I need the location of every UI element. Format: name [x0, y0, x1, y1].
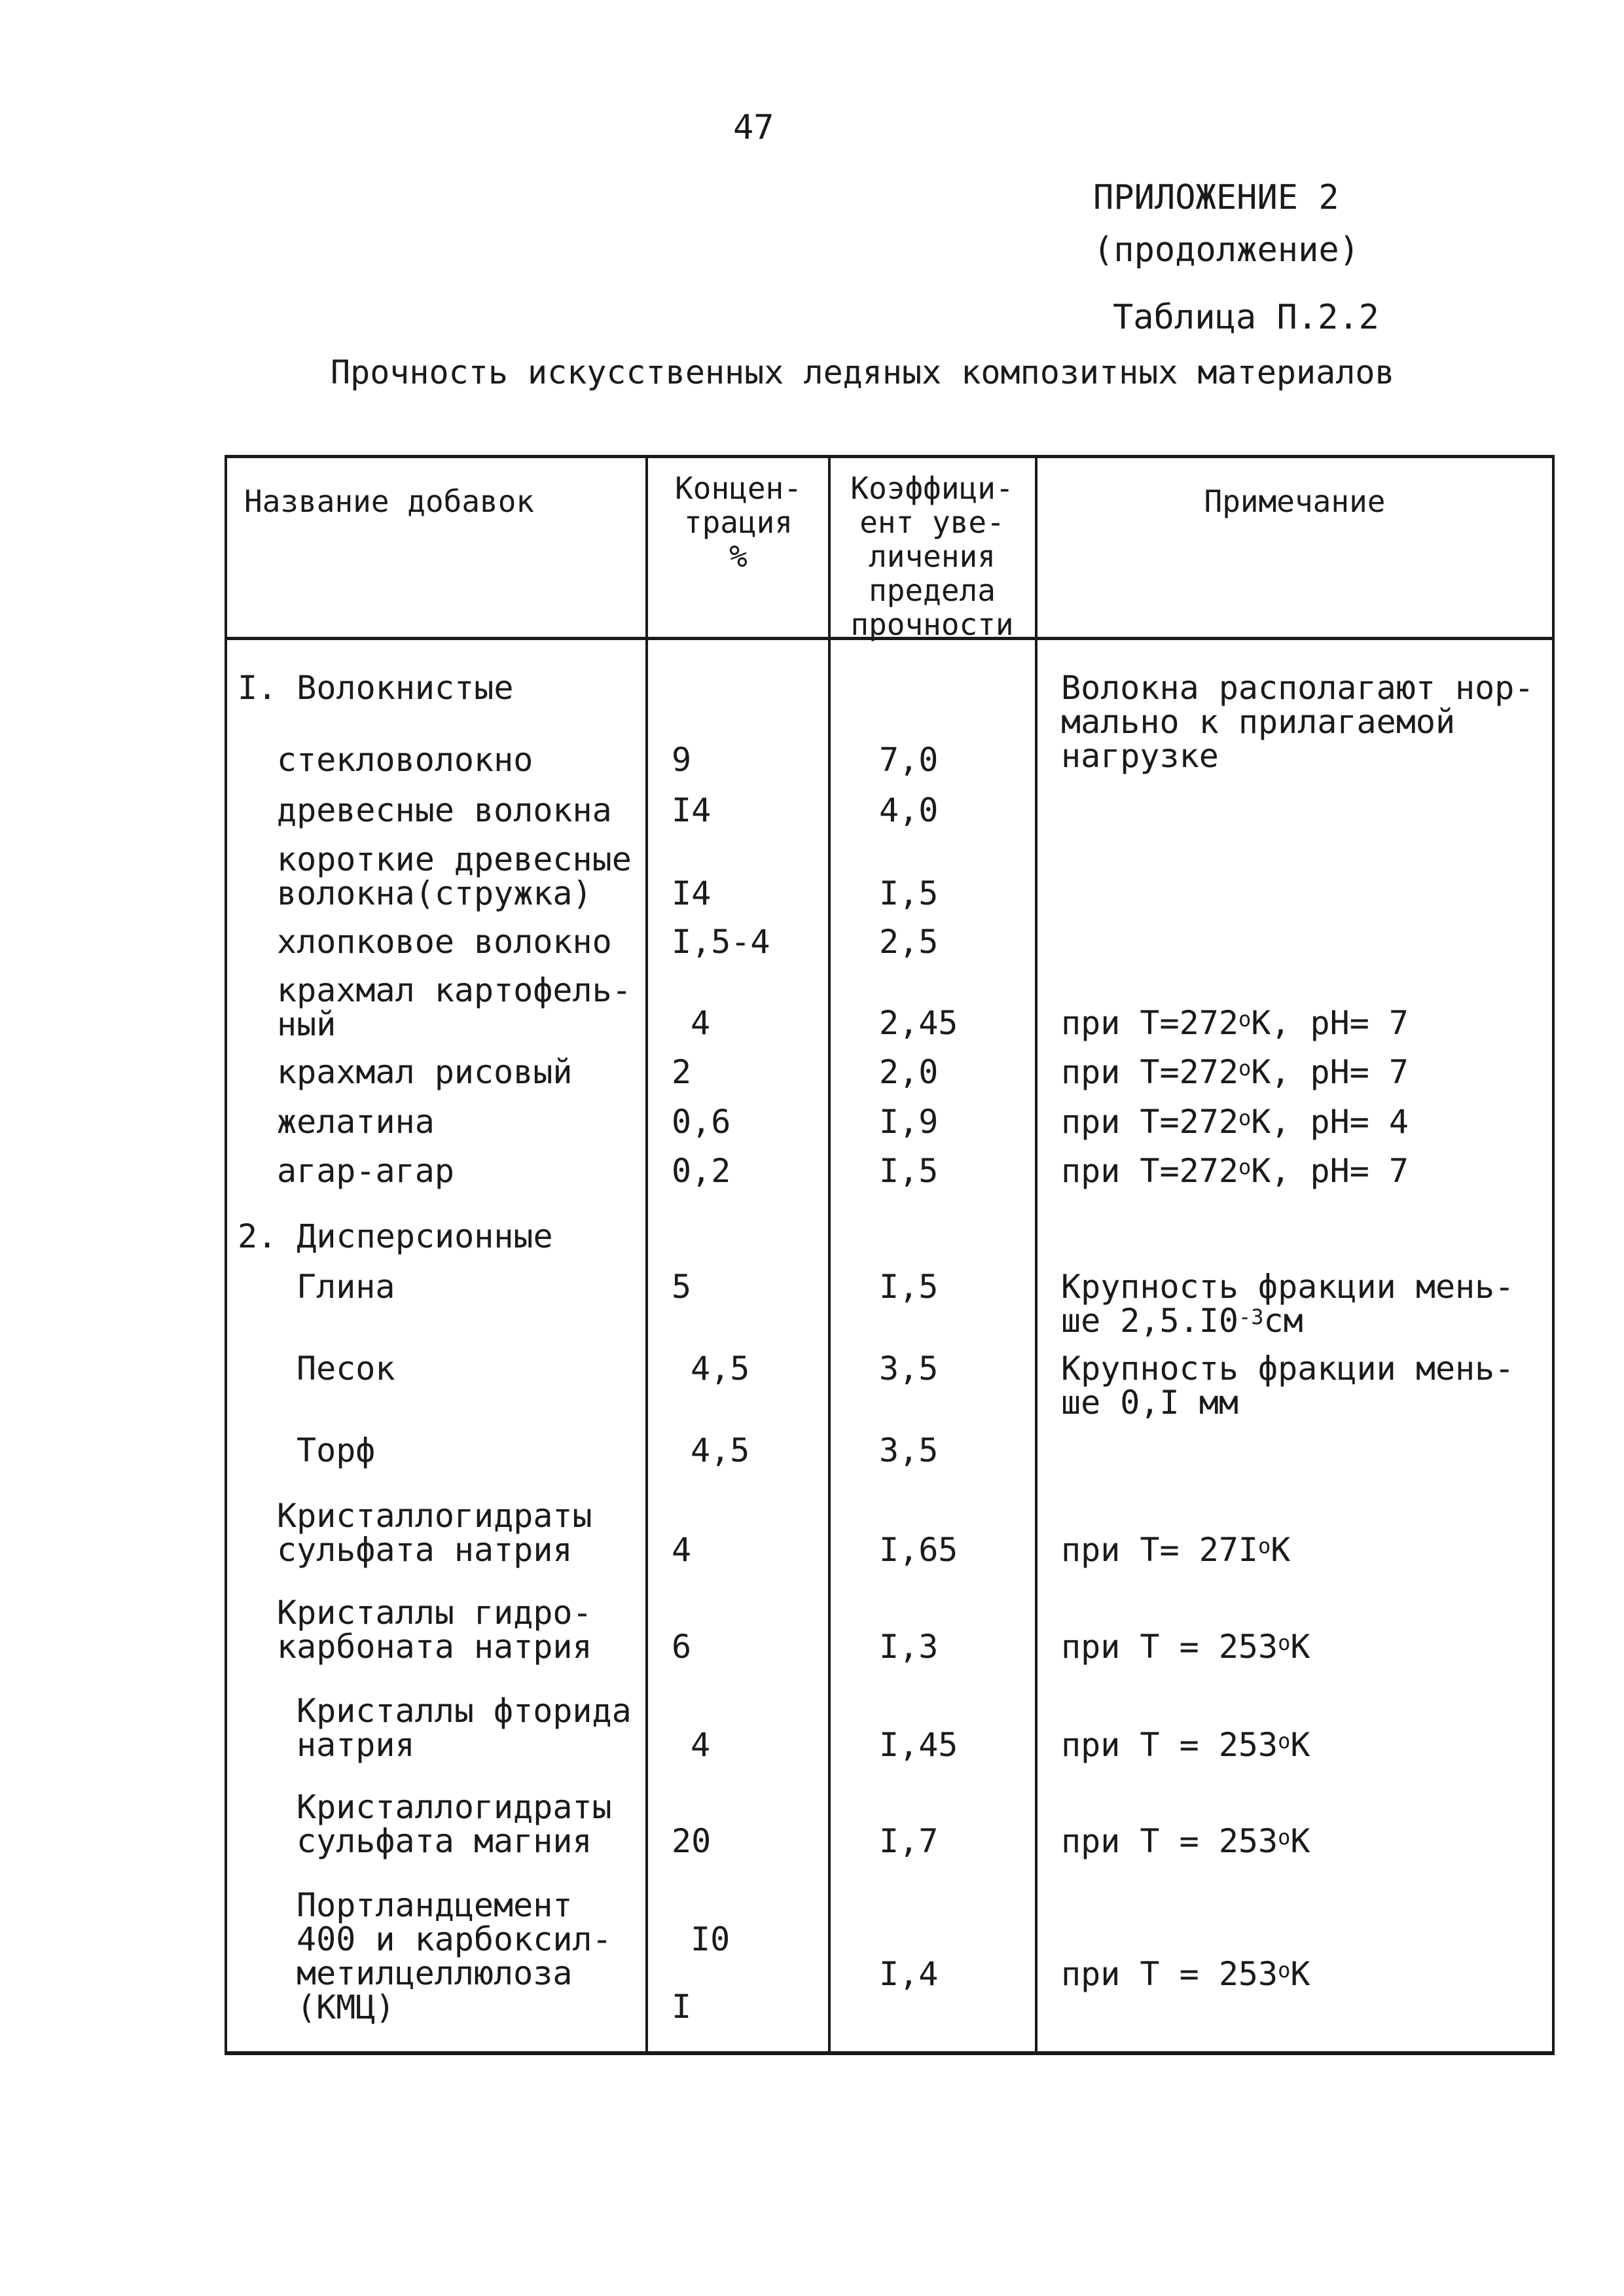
header-concentration: Концен- трация % — [675, 471, 802, 574]
header-name: Название добавок — [244, 484, 535, 519]
concentration-value: I4 — [672, 874, 712, 912]
note-text: при $T=272^oК$, pH= 4 — [1061, 1103, 1409, 1141]
note-text: при $T=272^oК$, pH= 7 — [1061, 1152, 1409, 1190]
additive-name: Портландцемент 400 и карбоксил- метилцеллюлоза (КМЦ) — [297, 1886, 612, 2026]
coefficient-value: 3,5 — [879, 1350, 939, 1388]
coefficient-value: I,5 — [879, 1152, 939, 1190]
concentration-value: 9 — [672, 741, 692, 779]
concentration-value: 4 — [672, 1531, 692, 1569]
column-divider — [1035, 455, 1038, 2055]
additive-name: стекловолокно — [277, 741, 533, 779]
note-text: Крупность фракции мень- ше 0,I мм — [1061, 1350, 1515, 1422]
coefficient-value: 7,0 — [879, 741, 939, 779]
header-note: Примечание — [1204, 484, 1386, 519]
note-text: при $T=272^oК$, pH= 7 — [1061, 1004, 1409, 1042]
coefficient-value: I,9 — [879, 1103, 939, 1141]
concentration-value: I — [672, 1988, 692, 2026]
note-text: при $T = 253^oК$ — [1061, 1628, 1310, 1666]
additive-name: Кристаллогидраты сульфата магния — [297, 1788, 612, 1860]
concentration-value: 4 — [691, 1726, 711, 1764]
additive-name: Кристаллы гидро- карбоната натрия — [277, 1594, 592, 1666]
note-text: Крупность фракции мень- ше $2,5.I0^{-3}см$ — [1061, 1268, 1515, 1340]
coefficient-value: 4,0 — [879, 791, 939, 829]
additive-name: Песок — [297, 1350, 395, 1388]
additive-name: хлопковое волокно — [277, 923, 612, 961]
concentration-value: 5 — [672, 1268, 692, 1306]
concentration-value: I0 — [691, 1920, 731, 1958]
fiber-note: Волокна располагают нор- мально к прилагаемой нагрузке — [1061, 669, 1534, 775]
additive-name: крахмал картофель- ный — [277, 971, 632, 1043]
additive-name: короткие древесные волокна(стружка) — [277, 840, 632, 912]
note-text: при $T= 27I^oК$ — [1061, 1531, 1291, 1569]
additive-name: агар-агар — [277, 1152, 454, 1190]
coefficient-value: I,5 — [879, 1268, 939, 1306]
coefficient-value: 3,5 — [879, 1431, 939, 1469]
data-table — [225, 455, 1555, 2055]
concentration-value: 4,5 — [691, 1431, 750, 1469]
coefficient-value: 2,45 — [879, 1004, 958, 1042]
additive-name: Торф — [297, 1431, 376, 1469]
coefficient-value: 2,0 — [879, 1053, 939, 1091]
column-divider — [645, 455, 648, 2055]
coefficient-value: 2,5 — [879, 923, 939, 961]
appendix-continuation: (продолжение) — [1093, 230, 1360, 270]
concentration-value: 4 — [691, 1004, 711, 1042]
additive-name: Кристаллы фторида натрия — [297, 1692, 632, 1764]
coefficient-value: I,4 — [879, 1955, 939, 1993]
coefficient-value: I,45 — [879, 1726, 958, 1764]
note-text: при $T = 253^oК$ — [1061, 1726, 1310, 1764]
coefficient-value: I,3 — [879, 1628, 939, 1666]
coefficient-value: I,5 — [879, 874, 939, 912]
concentration-value: 20 — [672, 1822, 712, 1860]
table-caption: Прочность искусственных ледяных композитных материалов — [331, 353, 1395, 391]
section-dispersive: 2. Дисперсионные — [238, 1217, 553, 1255]
additive-name: Глина — [297, 1268, 395, 1306]
table-id: Таблица П.2.2 — [1113, 298, 1379, 337]
additive-name: Кристаллогидраты сульфата натрия — [277, 1497, 592, 1569]
additive-name: крахмал рисовый — [277, 1053, 573, 1091]
concentration-value: 6 — [672, 1628, 692, 1666]
concentration-value: 0,2 — [672, 1152, 731, 1190]
concentration-value: I4 — [672, 791, 712, 829]
additive-name: желатина — [277, 1103, 435, 1141]
note-text: при $T = 253^oК$ — [1061, 1955, 1310, 1993]
appendix-heading — [1093, 171, 1360, 276]
additive-name: древесные волокна — [277, 791, 612, 829]
page-number: 47 — [733, 108, 774, 147]
concentration-value: I,5-4 — [672, 923, 770, 961]
note-text: при $T = 253^oК$ — [1061, 1822, 1310, 1860]
appendix-title: ПРИЛОЖЕНИЕ 2 — [1093, 178, 1339, 217]
note-text: при $T=272^oК$, pH= 7 — [1061, 1053, 1409, 1091]
coefficient-value: I,65 — [879, 1531, 958, 1569]
section-fibrous: I. Волокнистые — [238, 669, 514, 707]
concentration-value: 2 — [672, 1053, 692, 1091]
column-divider — [828, 455, 831, 2055]
concentration-value: 0,6 — [672, 1103, 731, 1141]
coefficient-value: I,7 — [879, 1822, 939, 1860]
header-coefficient: Коэффици- ент уве- личения предела прочности — [850, 471, 1014, 642]
concentration-value: 4,5 — [691, 1350, 750, 1388]
